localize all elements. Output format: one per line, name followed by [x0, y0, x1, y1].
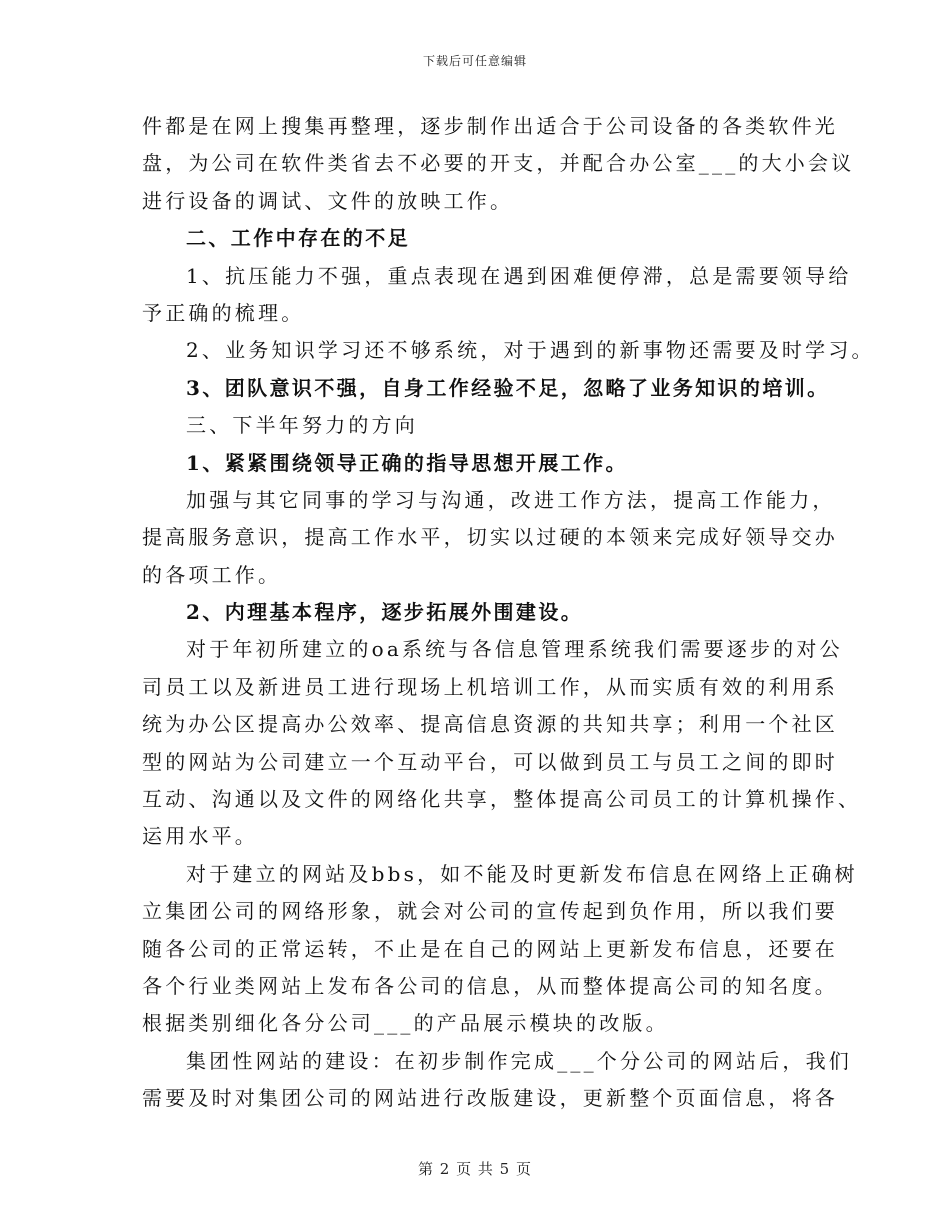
paragraph-line: 运用水平。: [142, 824, 258, 849]
paragraph-line: 立集团公司的网络形象，就会对公司的宣传起到负作用，所以我们要: [142, 899, 838, 924]
paragraph-line: 统为办公区提高办公效率、提高信息资源的共知共享；利用一个社区: [142, 712, 838, 737]
paragraph-line: 2、业务知识学习还不够系统，对于遇到的新事物还需要及时学习。: [186, 338, 875, 363]
paragraph-line: 的各项工作。: [142, 562, 282, 587]
paragraph-line: 进行设备的调试、文件的放映工作。: [142, 188, 514, 213]
section-heading-line: 3、团队意识不强，自身工作经验不足，忽略了业务知识的培训。: [186, 375, 830, 400]
document-body: [142, 108, 875, 1118]
paragraph-line: 1、抗压能力不强，重点表现在遇到困难便停滞，总是需要领导给: [186, 263, 852, 288]
paragraph-line: 盘，为公司在软件类省去不必要的开支，并配合办公室___的大小会议: [142, 151, 855, 176]
paragraph-line: 提高服务意识，提高工作水平，切实以过硬的本领来完成好领导交办: [142, 525, 838, 550]
section-heading-line: 2、内理基本程序，逐步拓展外围建设。: [186, 600, 584, 625]
paragraph-line: 对于年初所建立的oa系统与各信息管理系统我们需要逐步的对公: [186, 637, 843, 662]
paragraph-line: 予正确的梳理。: [142, 300, 305, 325]
paragraph-line: 各个行业类网站上发布各公司的信息，从而整体提高公司的知名度。: [142, 973, 838, 998]
section-heading-line: 1、紧紧围绕领导正确的指导思想开展工作。: [186, 450, 628, 475]
paragraph-line: 加强与其它同事的学习与沟通，改进工作方法，提高工作能力，: [186, 487, 836, 512]
paragraph-line: 对于建立的网站及bbs，如不能及时更新发布信息在网络上正确树: [186, 861, 858, 886]
paragraph-line: 型的网站为公司建立一个互动平台，可以做到员工与员工之间的即时: [142, 749, 838, 774]
paragraph-line: 随各公司的正常运转，不止是在自己的网站上更新发布信息，还要在: [142, 936, 838, 961]
page-footer: 第 2 页 共 5 页: [418, 1160, 532, 1178]
paragraph-line: 件都是在网上搜集再整理，逐步制作出适合于公司设备的各类软件光: [142, 114, 838, 138]
paragraph-line: 集团性网站的建设：在初步制作完成___个分公司的网站后，我们: [186, 1048, 852, 1073]
paragraph-line: 根据类别细化各分公司___的产品展示模块的改版。: [142, 1011, 669, 1036]
paragraph-line: 三、下半年努力的方向: [186, 413, 418, 438]
paragraph-line: 司员工以及新进员工进行现场上机培训工作，从而实质有效的利用系: [142, 674, 838, 699]
paragraph-line: 互动、沟通以及文件的网络化共享，整体提高公司员工的计算机操作、: [142, 787, 862, 812]
section-heading-line: 二、工作中存在的不足: [186, 226, 410, 251]
page-header: 下载后可任意编辑: [422, 54, 527, 68]
paragraph-line: 需要及时对集团公司的网站进行改版建设，更新整个页面信息，将各: [142, 1086, 838, 1111]
